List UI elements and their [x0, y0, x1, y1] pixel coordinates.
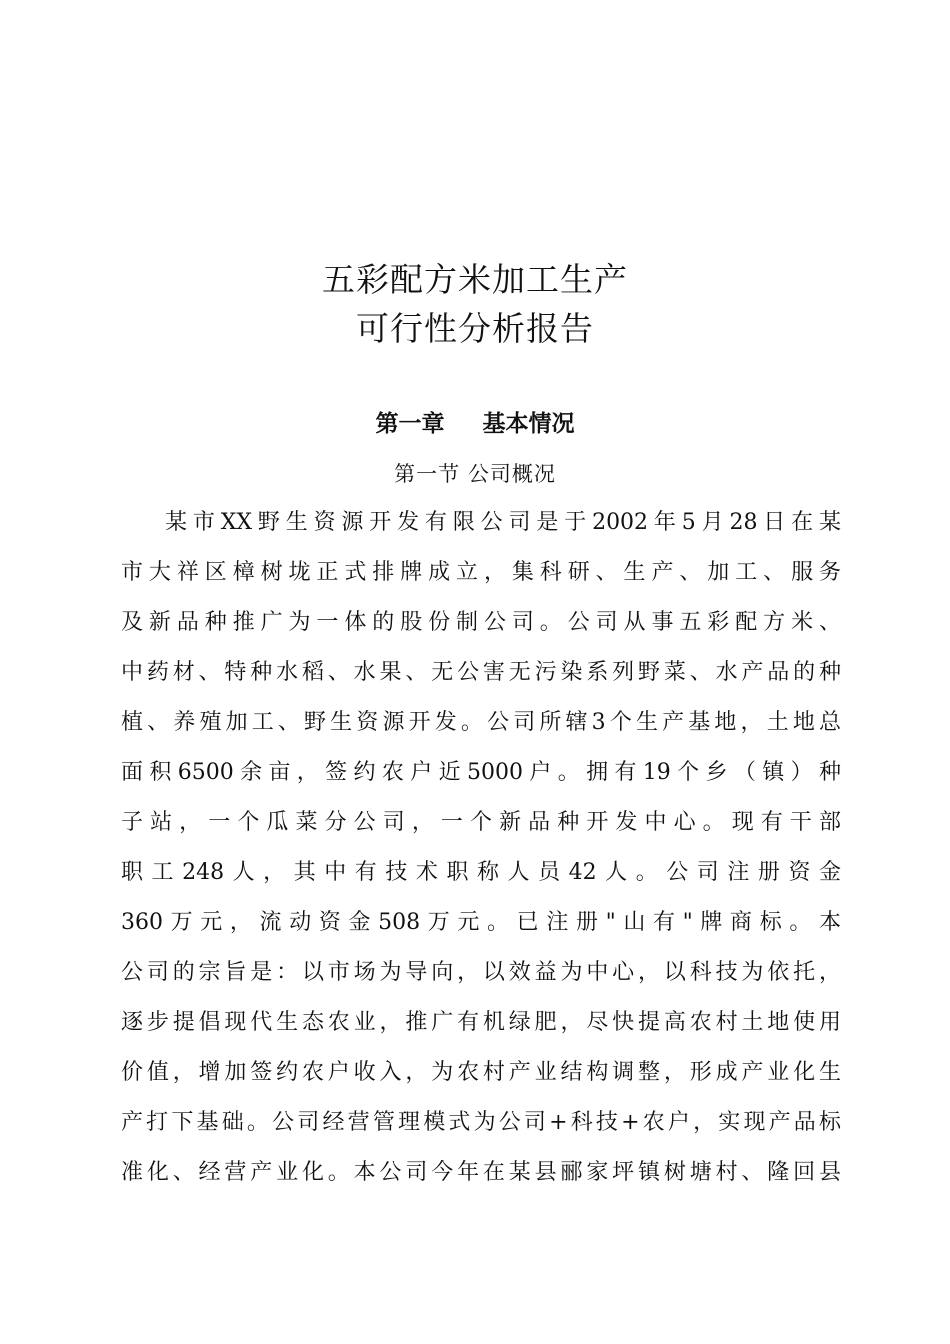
paragraph-line: 中药材、特种水稻、水果、无公害无污染系列野菜、水产品的种	[121, 660, 841, 685]
paragraph-line: 准化、经营产业化。本公司今年在某县郦家坪镇树塘村、隆回县	[121, 1160, 841, 1185]
paragraph-line: 子站，一个瓜菜分公司，一个新品种开发中心。现有干部	[121, 810, 841, 835]
chapter-title: 基本情况	[482, 411, 575, 437]
section-heading: 第一节 公司概况	[394, 462, 556, 486]
chapter-heading	[0, 405, 950, 438]
paragraph-line: 价值，增加签约农户收入，为农村产业结构调整，形成产业化生	[121, 1060, 841, 1085]
paragraph-line: 职工248人，其中有技术职称人员42人。公司注册资金	[121, 860, 841, 885]
paragraph-line: 某市XX野生资源开发有限公司是于2002年5月28日在某	[165, 510, 841, 535]
paragraph-line: 市大祥区樟树垅正式排牌成立，集科研、生产、加工、服务	[121, 560, 841, 585]
report-title-line-1: 五彩配方米加工生产	[322, 260, 628, 299]
report-title-line-2: 可行性分析报告	[356, 309, 594, 348]
paragraph-line: 产打下基础。公司经营管理模式为公司+科技+农户，实现产品标	[121, 1110, 841, 1135]
paragraph-line: 面积6500余亩，签约农户近5000户。拥有19个乡（镇）种	[121, 760, 841, 785]
paragraph-line: 植、养殖加工、野生资源开发。公司所辖3个生产基地，土地总	[121, 710, 841, 735]
paragraph-line: 逐步提倡现代生态农业，推广有机绿肥，尽快提高农村土地使用	[121, 1010, 841, 1035]
paragraph-line: 360万元，流动资金508万元。已注册"山有"牌商标。本	[121, 910, 841, 935]
paragraph-line: 公司的宗旨是：以市场为导向，以效益为中心，以科技为依托，	[121, 960, 841, 985]
body-paragraph	[121, 504, 841, 1204]
chapter-number: 第一章	[375, 411, 445, 437]
paragraph-line: 及新品种推广为一体的股份制公司。公司从事五彩配方米、	[121, 610, 841, 635]
